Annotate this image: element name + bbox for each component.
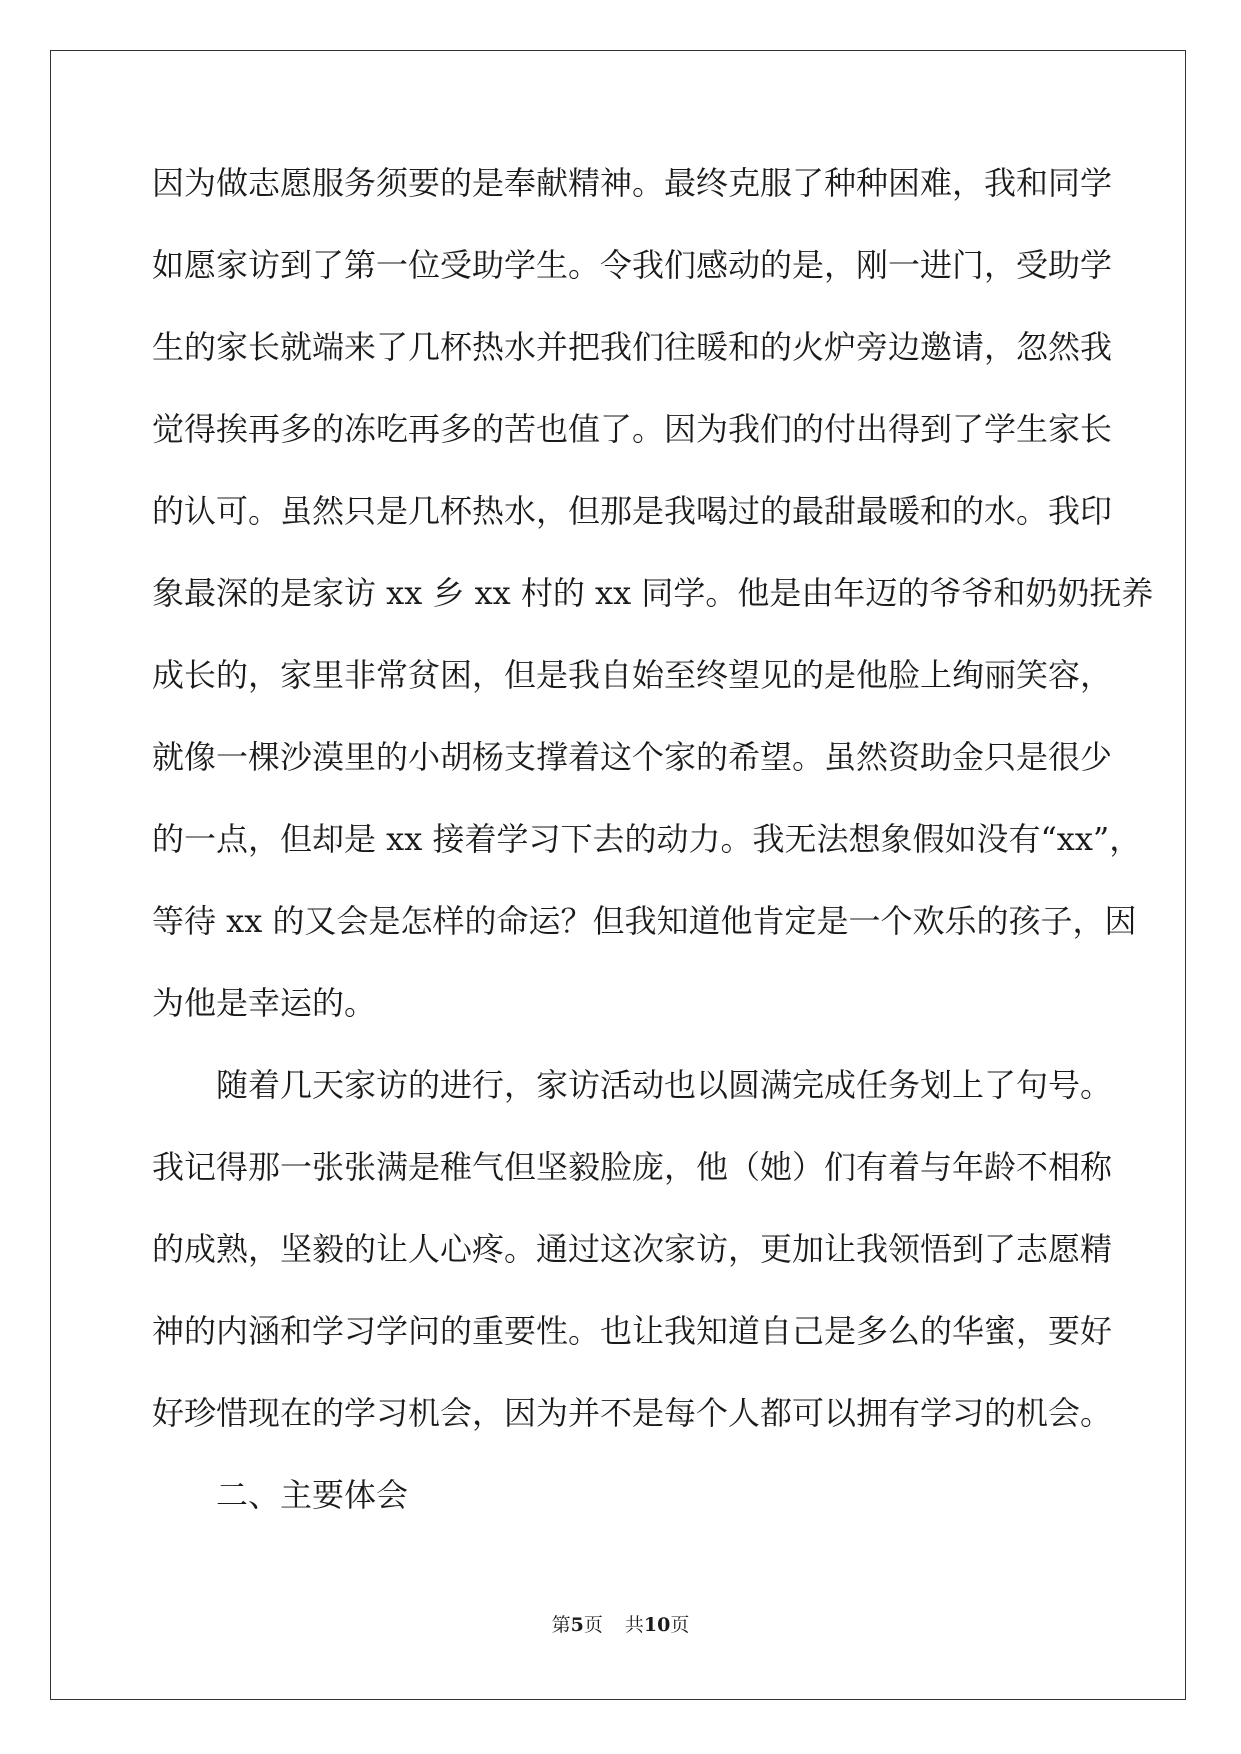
text-line: 觉得挨再多的冻吃再多的苦也值了。因为我们的付出得到了学生家长	[152, 410, 1113, 448]
text-line: 就像一棵沙漠里的小胡杨支撑着这个家的希望。虽然资助金只是很少	[152, 738, 1113, 776]
document-body	[152, 160, 1154, 1554]
text-line: 神的内涵和学习学问的重要性。也让我知道自己是多么的华蜜，要好	[152, 1312, 1113, 1350]
text-line: 生的家长就端来了几杯热水并把我们往暖和的火炉旁边邀请，忽然我	[152, 328, 1113, 366]
text-line: 成长的，家里非常贫困，但是我自始至终望见的是他脸上绚丽笑容，	[152, 656, 1113, 694]
section-heading: 二、主要体会	[216, 1476, 409, 1514]
text-line: 好珍惜现在的学习机会，因为并不是每个人都可以拥有学习的机会。	[152, 1394, 1113, 1432]
page-footer	[0, 1613, 1241, 1637]
current-page-number: 5	[570, 1614, 584, 1636]
page-prefix: 第	[551, 1614, 571, 1636]
text-line: 等待 xx 的又会是怎样的命运？但我知道他肯定是一个欢乐的孩子，因	[152, 902, 1137, 940]
text-line: 随着几天家访的进行，家访活动也以圆满完成任务划上了句号。	[216, 1066, 1113, 1104]
text-line: 的认可。虽然只是几杯热水，但那是我喝过的最甜最暖和的水。我印	[152, 492, 1113, 530]
page-suffix: 页	[583, 1614, 603, 1636]
text-line: 的成熟，坚毅的让人心疼。通过这次家访，更加让我领悟到了志愿精	[152, 1230, 1113, 1268]
text-line: 的一点，但却是 xx 接着学习下去的动力。我无法想象假如没有“xx”，	[152, 820, 1142, 858]
total-prefix: 共	[624, 1614, 644, 1636]
text-line: 象最深的是家访 xx 乡 xx 村的 xx 同学。他是由年迈的爷爷和奶奶抚养	[152, 574, 1154, 612]
text-line: 因为做志愿服务须要的是奉献精神。最终克服了种种困难，我和同学	[152, 164, 1113, 202]
text-line: 如愿家访到了第一位受助学生。令我们感动的是，刚一进门，受助学	[152, 246, 1113, 284]
total-page-number: 10	[643, 1614, 671, 1636]
text-line: 我记得那一张张满是稚气但坚毅脸庞，他（她）们有着与年龄不相称	[152, 1148, 1113, 1186]
total-suffix: 页	[670, 1614, 690, 1636]
text-line: 为他是幸运的。	[152, 984, 377, 1022]
